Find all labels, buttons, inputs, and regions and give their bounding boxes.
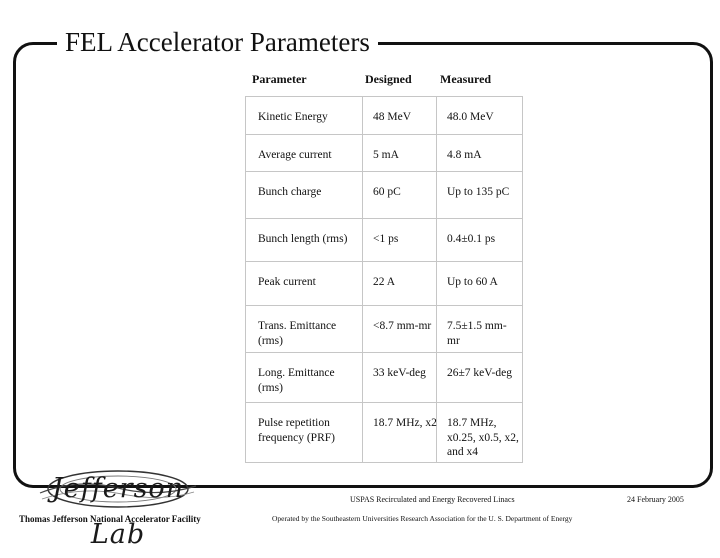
measured-cell: 7.5±1.5 mm-mr: [447, 320, 507, 347]
footer-date: 24 February 2005: [627, 495, 684, 504]
table-row: [246, 262, 522, 306]
parameter-cell: Bunch length (rms): [258, 233, 348, 245]
header-measured: Measured: [440, 72, 492, 86]
logo-text: Jefferson Lab: [51, 473, 185, 550]
table-row: [246, 353, 522, 403]
parameters-table: [245, 96, 523, 463]
designed-cell: <8.7 mm-mr: [373, 320, 432, 332]
footer-lab-name: Thomas Jefferson National Accelerator Facility: [19, 514, 201, 524]
measured-cell: 0.4±0.1 ps: [447, 233, 496, 245]
table-row: [246, 172, 522, 219]
designed-cell: 5 mA: [373, 149, 399, 161]
measured-cell: 18.7 MHz, x0.25, x0.5, x2, and x4: [447, 417, 519, 458]
slide-title: FEL Accelerator Parameters: [57, 25, 378, 59]
parameter-cell: Average current: [258, 149, 332, 161]
measured-cell: Up to 135 pC: [447, 186, 510, 198]
table-row: [246, 135, 522, 172]
header-designed: Designed: [365, 72, 412, 86]
table-row: [246, 306, 522, 353]
measured-cell: 48.0 MeV: [447, 111, 494, 123]
parameter-cell: Long. Emittance (rms): [258, 367, 335, 394]
measured-cell: 26±7 keV-deg: [447, 367, 512, 379]
designed-cell: 33 keV-deg: [373, 367, 426, 379]
parameter-cell: Trans. Emittance (rms): [258, 320, 337, 347]
designed-cell: 48 MeV: [373, 111, 412, 123]
table-row: [246, 403, 522, 464]
table-row: [246, 219, 522, 262]
parameter-cell: Peak current: [258, 276, 316, 288]
footer-operated-by: Operated by the Southeastern Universities Research Association for the U. S. Department of Energy: [272, 514, 573, 523]
designed-cell: 18.7 MHz, x2: [373, 417, 437, 429]
designed-cell: 60 pC: [373, 186, 401, 198]
measured-cell: Up to 60 A: [447, 276, 498, 288]
measured-cell: 4.8 mA: [447, 149, 482, 161]
footer-course: USPAS Recirculated and Energy Recovered Linacs: [350, 495, 515, 504]
parameter-cell: Kinetic Energy: [258, 111, 328, 123]
table-row: [246, 97, 522, 135]
designed-cell: <1 ps: [373, 233, 399, 245]
parameter-cell: Pulse repetition frequency (PRF): [258, 417, 335, 444]
parameter-cell: Bunch charge: [258, 186, 322, 198]
header-parameter: Parameter: [252, 72, 307, 86]
designed-cell: 22 A: [373, 276, 396, 288]
